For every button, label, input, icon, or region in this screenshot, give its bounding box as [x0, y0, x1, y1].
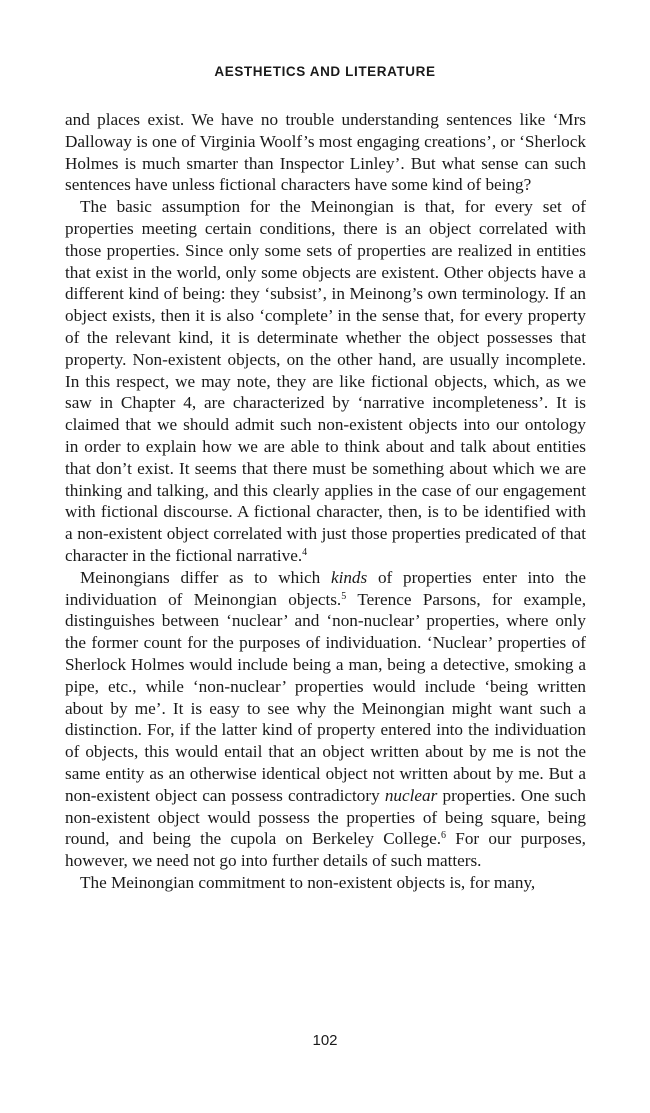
paragraph-text: The basic assumption for the Meinongian is that, for every set of properties meeting certain conditions, there is an object correlated with those properties. Since only some sets of properties are realized in entities that exist in the world, only some objects are existent. Other objects have a different kind of being: they ‘subsist’, in Meinong’s own terminology. If an object exists, then it is also ‘complete’ in the sense that, for every property of the relevant kind, it is determinate whether the object possesses that property. Non-existent objects, on the other hand, are usually incomplete. In this respect, we may note, they are like fictional objects, which, as we saw in Chapter 4, are characterized by ‘narrative incompleteness’. It is claimed that we should admit such non-existent objects into our ontology in order to explain how we are able to think about and talk about entities that don’t exist. It seems that there must be something about which we are thinking and talking, and this clearly applies in the case of our engagement with fictional discourse. A fictional character, then, is to be identified with a non-existent object correlated with just those properties predicated of that character in the fictional narrative.: [65, 197, 586, 565]
footnote-ref-4: 4: [302, 546, 308, 558]
emphasis: nuclear: [384, 785, 438, 805]
paragraph: [65, 567, 586, 872]
page-number: 102: [312, 1032, 338, 1049]
paragraph-text: Terence Parsons, for example, distinguishes between ‘nuclear’ and ‘non-nuclear’ properties, where only the former count for the purposes of individuation. ‘Nuclear’ properties of Sherlock Holmes would include being a man, being a detective, smoking a pipe, etc., while ‘non-nuclear’ properties would include ‘being written about by me’. It is easy to see why the Meinongian might want such a distinction. For, if the latter kind of property entered into the individuation of objects, this would entail that an object written about by me is not the same entity as an otherwise identical object not written about by me. But a non-existent object can possess contradictory: [65, 589, 586, 805]
paragraph: [65, 872, 586, 894]
emphasis: kinds: [330, 567, 368, 587]
paragraph-text: properties. One such non-existent object would possess the properties of being square, being round, and being the cupola on Berkeley College.: [65, 785, 586, 849]
paragraph-text: For our purposes, however, we need not go into further details of such matters.: [65, 829, 586, 871]
paragraph: [65, 196, 586, 567]
paragraph: [65, 109, 586, 196]
footnote-ref-6: 6: [441, 830, 447, 842]
paragraph-text: Meinongians differ as to which: [80, 567, 331, 587]
paragraph-text: of properties enter into the individuation of Meinongian objects.: [65, 567, 586, 609]
paragraph-text: and places exist. We have no trouble understanding sentences like ‘Mrs Dalloway is one of Virginia Woolf’s most engaging creations’, or ‘Sherlock Holmes is much smarter than Inspector Linley’. But what sense can such sentences have unless fictional characters have some kind of being?: [65, 110, 586, 195]
paragraph-text: The Meinongian commitment to non-existent objects is, for many,: [80, 872, 536, 892]
running-head: AESTHETICS AND LITERATURE: [214, 64, 436, 79]
footnote-ref-5: 5: [341, 590, 347, 602]
body-text: [65, 109, 586, 894]
